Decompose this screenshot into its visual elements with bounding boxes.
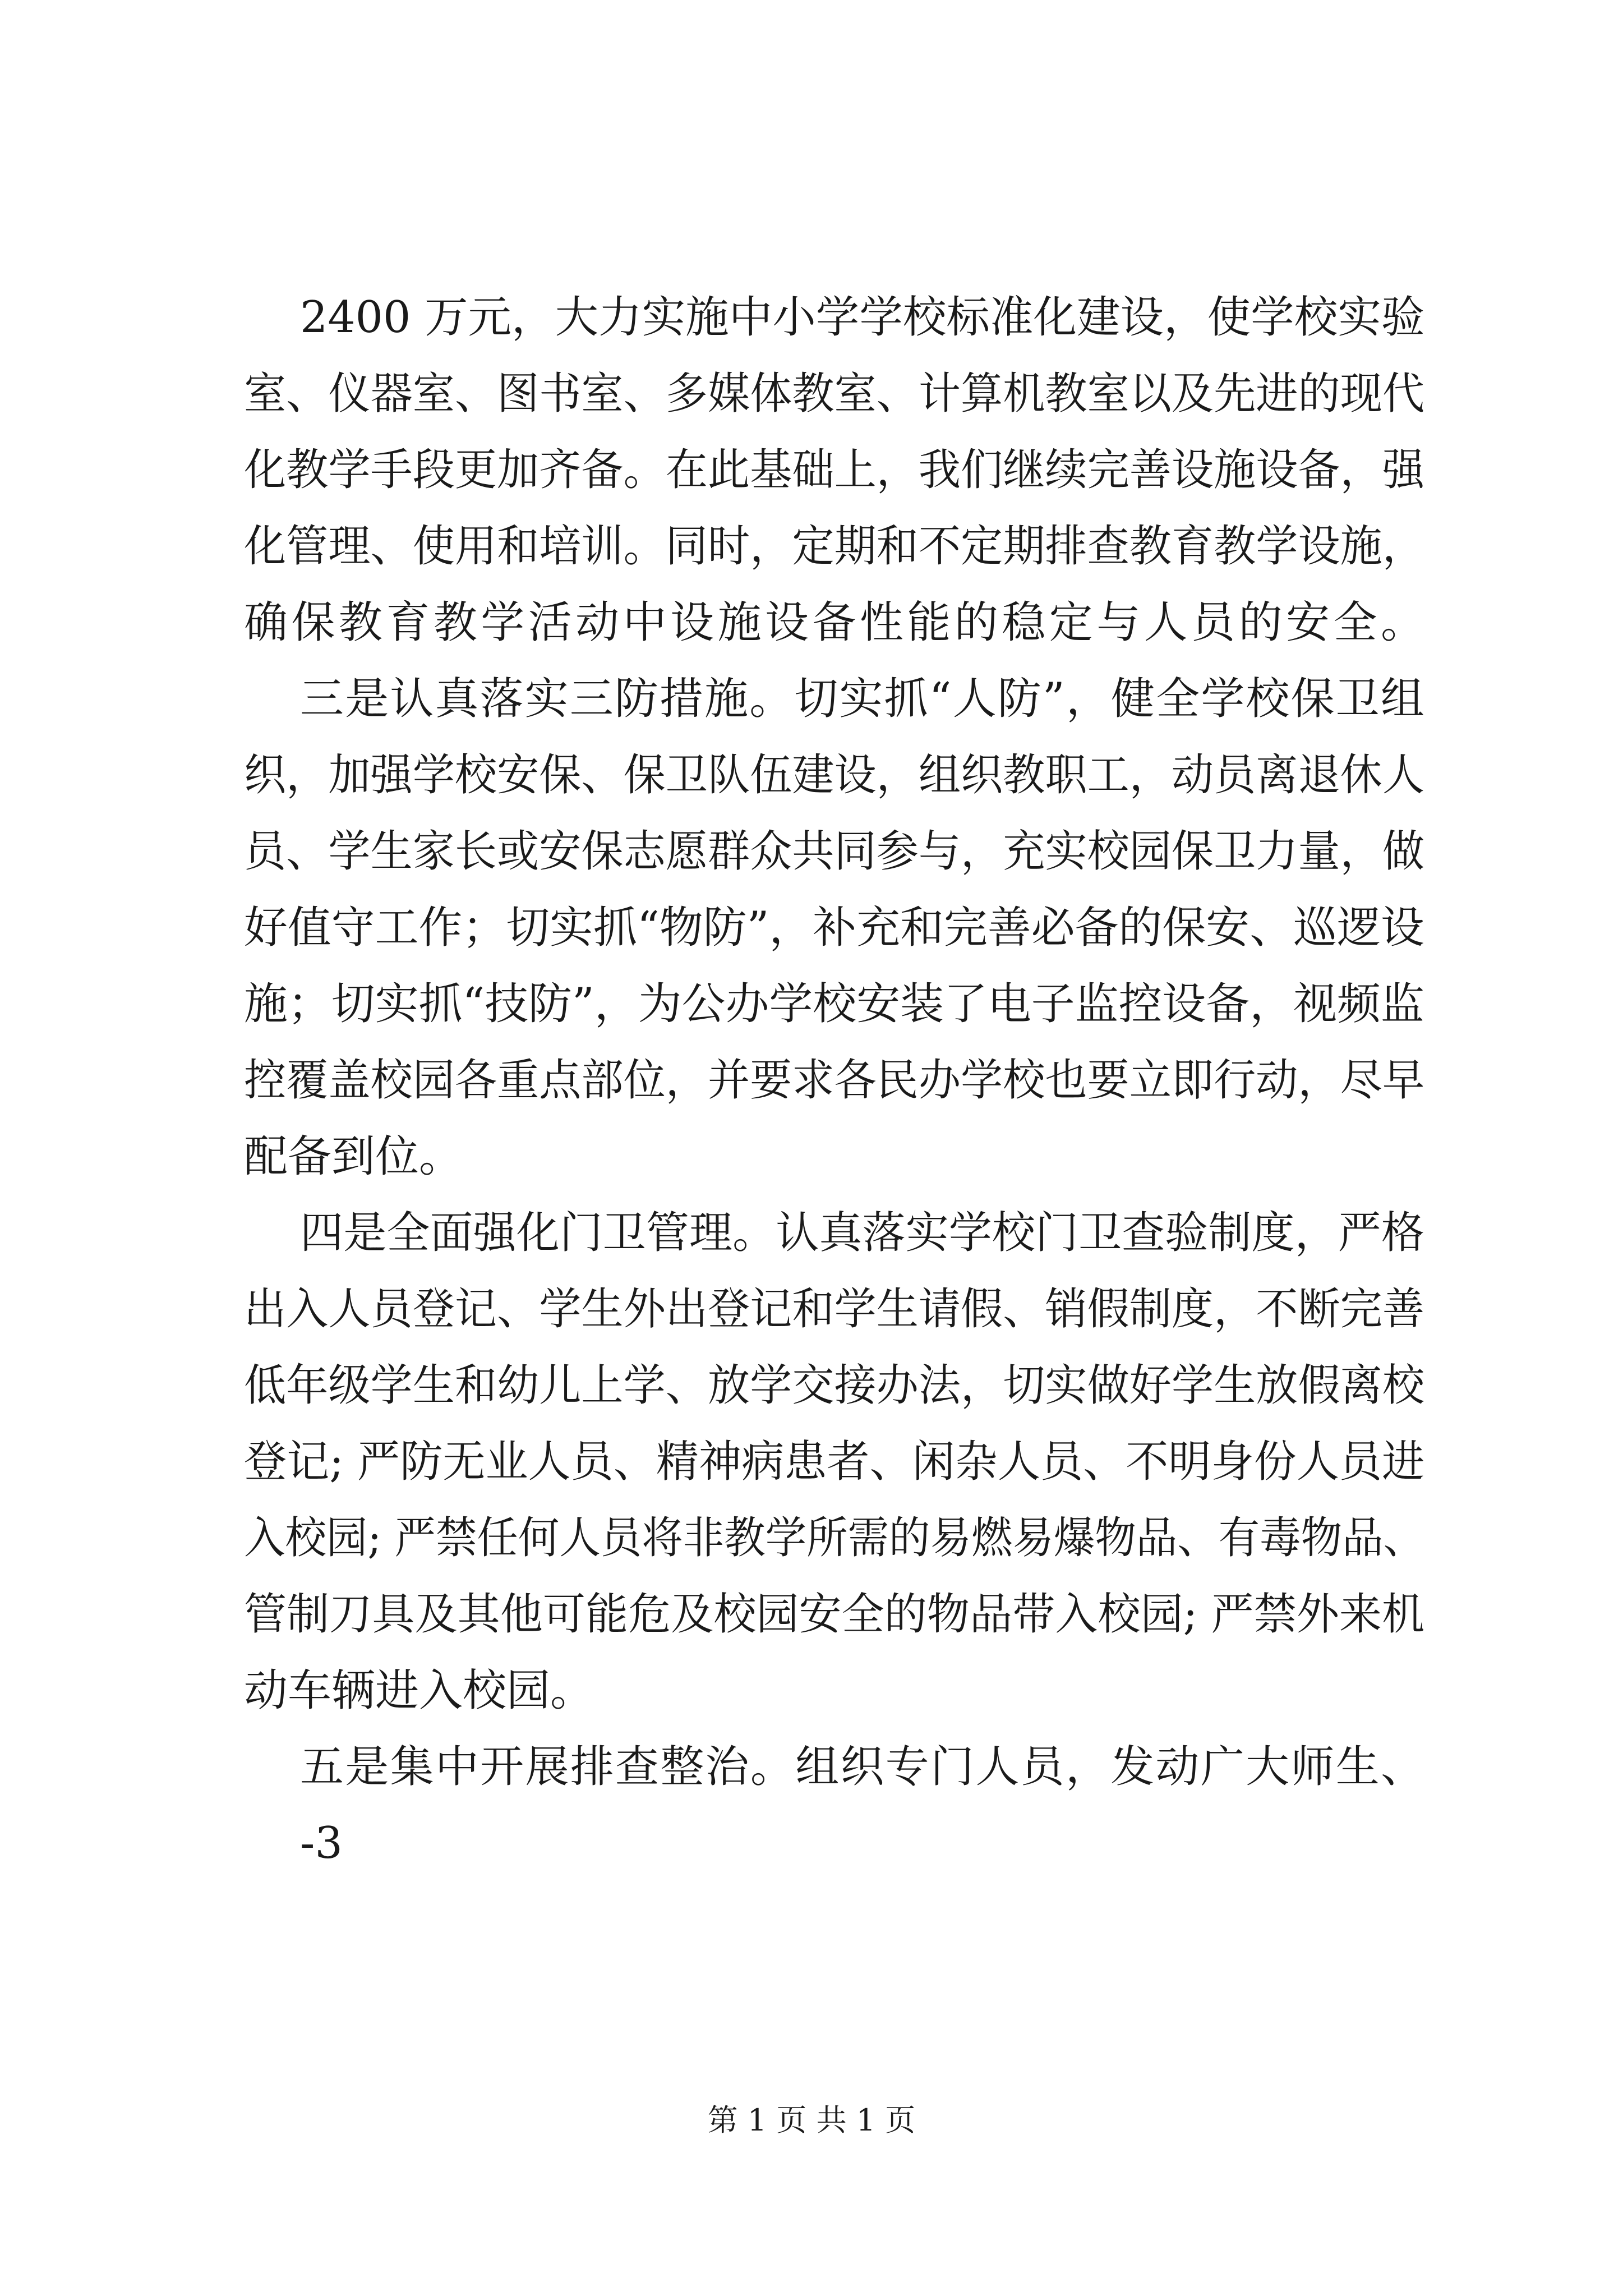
text-line: 四是全面强化门卫管理。认真落实学校门卫查验制度，严格 bbox=[300, 1208, 1425, 1258]
text-line: 施；切实抓“技防”，为公办学校安装了电子监控设备，视频监 bbox=[244, 979, 1424, 1029]
text-line: 控覆盖校园各重点部位，并要求各民办学校也要立即行动，尽早 bbox=[244, 1055, 1425, 1106]
text-line: 三是认真落实三防措施。切实抓“人防”，健全学校保卫组 bbox=[300, 674, 1426, 724]
text-line: 织，加强学校安保、保卫队伍建设，组织教职工，动员离退休人 bbox=[244, 750, 1425, 800]
text-line: 确保教育教学活动中设施设备性能的稳定与人员的安全。 bbox=[244, 597, 1428, 648]
text-line: 化管理、使用和培训。同时，定期和不定期排查教育教学设施， bbox=[244, 521, 1425, 572]
text-line: 配备到位。 bbox=[244, 1131, 463, 1182]
text-line: 动车辆进入校园。 bbox=[244, 1665, 594, 1716]
text-line: 室、仪器室、图书室、多媒体教室、计算机教室以及先进的现代 bbox=[244, 369, 1425, 419]
page-footer: 第 1 页 共 1 页 bbox=[707, 2102, 916, 2138]
text-line: 出入人员登记、学生外出登记和学生请假、销假制度，不断完善 bbox=[244, 1284, 1425, 1335]
text-line: 员、学生家长或安保志愿群众共同参与，充实校园保卫力量，做 bbox=[244, 826, 1425, 877]
text-line: 登记; 严防无业人员、精神病患者、闲杂人员、不明身份人员进 bbox=[244, 1437, 1425, 1487]
text-line: 好值守工作；切实抓“物防”，补充和完善必备的保安、巡逻设 bbox=[244, 903, 1424, 953]
text-line: 五是集中开展排查整治。组织专门人员，发动广大师生、 bbox=[300, 1742, 1426, 1792]
page-marker: -3 bbox=[300, 1818, 343, 1869]
text-line: 化教学手段更加齐备。在此基础上，我们继续完善设施设备，强 bbox=[244, 445, 1425, 495]
text-line: 低年级学生和幼儿上学、放学交接办法，切实做好学生放假离校 bbox=[244, 1360, 1425, 1411]
text-line: 入校园; 严禁任何人员将非教学所需的易燃易爆物品、有毒物品、 bbox=[244, 1513, 1425, 1563]
text-line: 管制刀具及其他可能危及校园安全的物品带入校园; 严禁外来机 bbox=[244, 1589, 1425, 1640]
text-line: 2400 万元，大力实施中小学学校标准化建设，使学校实验 bbox=[300, 292, 1425, 343]
